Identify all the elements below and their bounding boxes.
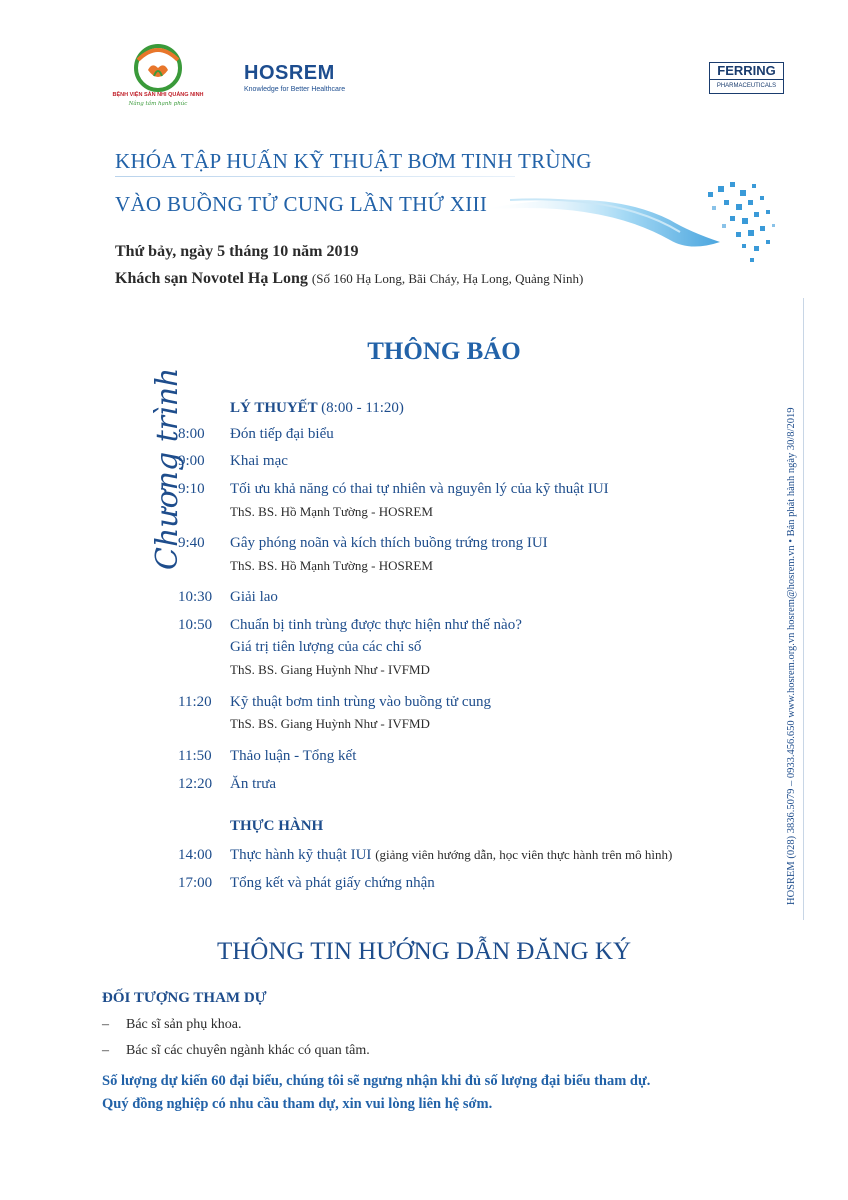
schedule-speaker: ThS. BS. Giang Huỳnh Như - IVFMD <box>230 662 430 677</box>
audience-item: Bác sĩ sản phụ khoa. <box>126 1017 242 1032</box>
schedule-time: 14:00 <box>178 847 213 863</box>
sidebar-contact-text: HOSREM (028) 3836.5079 – 0933.456.650 www.hosrem.org.vn hosrem@hosrem.vn • Bản phát hành ngày 30/8/2019 <box>786 407 797 905</box>
audience-item: Bác sĩ các chuyên ngành khác có quan tâm. <box>126 1043 370 1058</box>
schedule-title: Giải lao <box>230 589 278 605</box>
schedule-title: Khai mạc <box>230 453 288 469</box>
schedule-title: Chuẩn bị tinh trùng được thực hiện như thế nào? <box>230 617 522 633</box>
hosrem-tagline: Knowledge for Better Healthcare <box>244 86 346 93</box>
theory-time-range: (8:00 - 11:20) <box>321 400 404 416</box>
ferring-logo <box>709 62 784 94</box>
title-divider <box>115 176 515 177</box>
schedule-title: Thảo luận - Tổng kết <box>230 748 357 764</box>
audience-heading: ĐỐI TƯỢNG THAM DỰ <box>102 990 267 1006</box>
schedule-time: 10:50 <box>178 617 213 633</box>
schedule-speaker: ThS. BS. Hồ Mạnh Tường - HOSREM <box>230 558 433 573</box>
venue-name: Khách sạn Novotel Hạ Long <box>115 270 308 287</box>
practice-heading: THỰC HÀNH <box>230 818 324 834</box>
schedule-time: 12:20 <box>178 776 213 792</box>
ferring-sub: PHARMACEUTICALS <box>716 83 777 89</box>
schedule-title: Ăn trưa <box>230 776 277 792</box>
schedule-time: 8:00 <box>178 426 205 442</box>
schedule-time: 9:00 <box>178 453 205 469</box>
theory-heading-label: LÝ THUYẾT <box>230 400 318 416</box>
schedule-title <box>230 847 672 864</box>
schedule-speaker: ThS. BS. Hồ Mạnh Tường - HOSREM <box>230 504 433 519</box>
schedule-time: 9:10 <box>178 481 205 497</box>
schedule-title: Tối ưu khả năng có thai tự nhiên và nguyên lý của kỹ thuật IUI <box>230 481 609 497</box>
event-title-line2: VÀO BUỒNG TỬ CUNG LẦN THỨ XIII <box>115 192 488 216</box>
bullet-dash: – <box>102 1043 109 1058</box>
hosrem-logo <box>244 62 364 93</box>
registration-note-line2: Quý đồng nghiệp có nhu cầu tham dự, xin vui lòng liên hệ sớm. <box>102 1096 493 1112</box>
notice-heading: THÔNG BÁO <box>367 338 521 365</box>
event-date: Thứ bảy, ngày 5 tháng 10 năm 2019 <box>115 243 359 260</box>
practice-title: Thực hành kỹ thuật IUI <box>230 847 372 863</box>
schedule-time: 17:00 <box>178 875 213 891</box>
registration-heading: THÔNG TIN HƯỚNG DẪN ĐĂNG KÝ <box>216 938 632 965</box>
schedule-time: 11:20 <box>178 694 212 710</box>
theory-heading <box>230 400 404 417</box>
hospital-logo <box>112 40 204 120</box>
bullet-dash: – <box>102 1017 109 1032</box>
hospital-logo-slogan: Nâng tầm hạnh phúc <box>128 101 188 107</box>
schedule-time: 10:30 <box>178 589 213 605</box>
decorative-wave <box>480 170 780 280</box>
ferring-name: FERRING <box>710 63 783 80</box>
event-title-line1: KHÓA TẬP HUẤN KỸ THUẬT BƠM TINH TRÙNG <box>115 149 592 173</box>
event-venue <box>115 270 583 288</box>
registration-note-line1: Số lượng dự kiến 60 đại biểu, chúng tôi sẽ ngưng nhận khi đủ số lượng đại biểu tham dự. <box>102 1073 651 1089</box>
schedule-speaker: ThS. BS. Giang Huỳnh Như - IVFMD <box>230 716 430 731</box>
schedule-time: 9:40 <box>178 535 205 551</box>
hosrem-name: HOSREM <box>244 62 335 84</box>
schedule-title: Gây phóng noãn và kích thích buồng trứng trong IUI <box>230 535 548 551</box>
schedule-title: Tổng kết và phát giấy chứng nhận <box>230 875 435 891</box>
schedule-title: Đón tiếp đại biểu <box>230 426 334 442</box>
venue-address: (Số 160 Hạ Long, Bãi Cháy, Hạ Long, Quảng Ninh) <box>311 271 584 286</box>
program-label: Chương trình <box>150 367 185 570</box>
schedule-title-line2: Giá trị tiên lượng của các chỉ số <box>230 639 422 655</box>
schedule-title: Kỹ thuật bơm tinh trùng vào buồng tử cung <box>230 694 492 710</box>
practice-note: (giảng viên hướng dẫn, học viên thực hành trên mô hình) <box>375 847 673 862</box>
hospital-logo-text: BỆNH VIỆN SẢN NHI QUẢNG NINH <box>112 92 204 98</box>
schedule-time: 11:50 <box>178 748 212 764</box>
